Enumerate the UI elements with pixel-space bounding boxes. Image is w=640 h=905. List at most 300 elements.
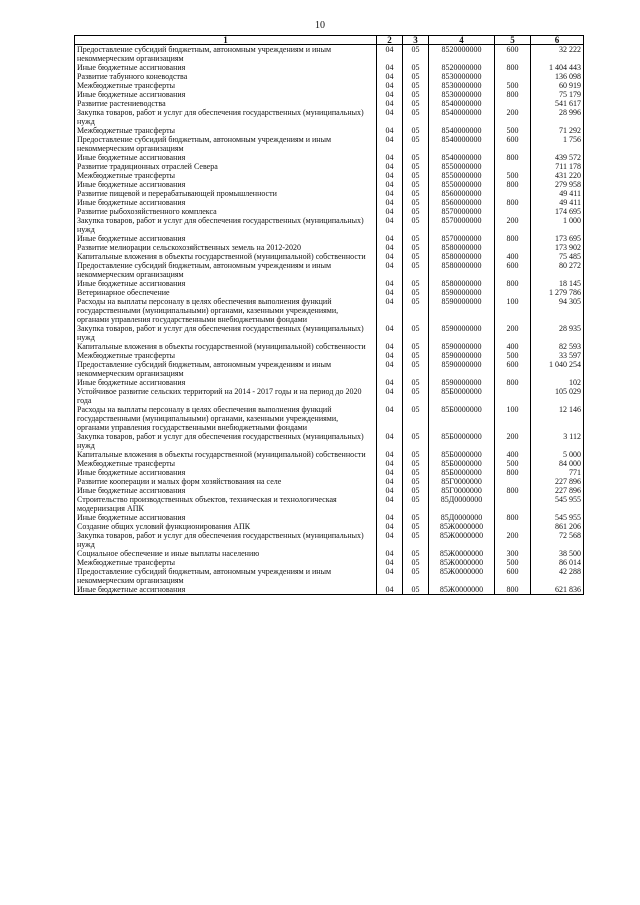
cell-section: 04 bbox=[377, 450, 403, 459]
cell-name: Закупка товаров, работ и услуг для обеспечения государственных (муниципальных) нужд bbox=[75, 108, 377, 126]
cell-name: Капитальные вложения в объекты государственной (муниципальной) собственности bbox=[75, 252, 377, 261]
cell-expense-type: 800 bbox=[495, 90, 531, 99]
cell-amount: 86 014 bbox=[531, 558, 584, 567]
table-row bbox=[75, 171, 584, 180]
header-cell-section: 2 bbox=[377, 36, 403, 45]
cell-name: Закупка товаров, работ и услуг для обеспечения государственных (муниципальных) нужд bbox=[75, 324, 377, 342]
cell-name: Иные бюджетные ассигнования bbox=[75, 153, 377, 162]
cell-subsection: 05 bbox=[403, 459, 429, 468]
cell-name: Развитие растениеводства bbox=[75, 99, 377, 108]
cell-name: Иные бюджетные ассигнования bbox=[75, 279, 377, 288]
cell-section: 04 bbox=[377, 477, 403, 486]
cell-subsection: 05 bbox=[403, 351, 429, 360]
table-row bbox=[75, 324, 584, 342]
cell-subsection: 05 bbox=[403, 234, 429, 243]
cell-target-code: 8560000000 bbox=[429, 198, 495, 207]
cell-target-code: 8540000000 bbox=[429, 135, 495, 153]
cell-section: 04 bbox=[377, 405, 403, 432]
cell-expense-type bbox=[495, 189, 531, 198]
cell-target-code: 85Б0000000 bbox=[429, 468, 495, 477]
cell-name: Закупка товаров, работ и услуг для обеспечения государственных (муниципальных) нужд bbox=[75, 432, 377, 450]
cell-name: Развитие рыбохозяйственного комплекса bbox=[75, 207, 377, 216]
cell-expense-type: 800 bbox=[495, 153, 531, 162]
cell-target-code: 8580000000 bbox=[429, 252, 495, 261]
cell-name: Создание общих условий функционирования АПК bbox=[75, 522, 377, 531]
cell-subsection: 05 bbox=[403, 216, 429, 234]
cell-name: Межбюджетные трансферты bbox=[75, 351, 377, 360]
cell-subsection: 05 bbox=[403, 450, 429, 459]
cell-target-code: 8590000000 bbox=[429, 378, 495, 387]
cell-amount: 49 411 bbox=[531, 189, 584, 198]
cell-target-code: 8550000000 bbox=[429, 162, 495, 171]
cell-subsection: 05 bbox=[403, 378, 429, 387]
cell-expense-type: 600 bbox=[495, 45, 531, 64]
budget-table bbox=[74, 35, 584, 595]
cell-target-code: 8570000000 bbox=[429, 216, 495, 234]
cell-amount: 42 288 bbox=[531, 567, 584, 585]
cell-target-code: 85Б0000000 bbox=[429, 432, 495, 450]
cell-target-code: 8590000000 bbox=[429, 342, 495, 351]
cell-expense-type: 400 bbox=[495, 450, 531, 459]
table-row bbox=[75, 180, 584, 189]
cell-name: Иные бюджетные ассигнования bbox=[75, 486, 377, 495]
cell-subsection: 05 bbox=[403, 252, 429, 261]
cell-subsection: 05 bbox=[403, 360, 429, 378]
cell-target-code: 85Б0000000 bbox=[429, 459, 495, 468]
cell-section: 04 bbox=[377, 261, 403, 279]
cell-amount: 621 836 bbox=[531, 585, 584, 595]
cell-section: 04 bbox=[377, 468, 403, 477]
cell-amount: 84 000 bbox=[531, 459, 584, 468]
cell-expense-type bbox=[495, 522, 531, 531]
cell-name: Иные бюджетные ассигнования bbox=[75, 468, 377, 477]
cell-expense-type bbox=[495, 288, 531, 297]
cell-subsection: 05 bbox=[403, 198, 429, 207]
table-row bbox=[75, 198, 584, 207]
cell-amount: 1 000 bbox=[531, 216, 584, 234]
table-row bbox=[75, 216, 584, 234]
cell-subsection: 05 bbox=[403, 81, 429, 90]
header-cell-name: 1 bbox=[75, 36, 377, 45]
cell-target-code: 85Г0000000 bbox=[429, 477, 495, 486]
cell-target-code: 8540000000 bbox=[429, 126, 495, 135]
header-cell-expense-type: 5 bbox=[495, 36, 531, 45]
cell-target-code: 8540000000 bbox=[429, 99, 495, 108]
cell-amount: 431 220 bbox=[531, 171, 584, 180]
cell-subsection: 05 bbox=[403, 513, 429, 522]
cell-amount: 71 292 bbox=[531, 126, 584, 135]
cell-name: Устойчивое развитие сельских территорий на 2014 - 2017 годы и на период до 2020 года bbox=[75, 387, 377, 405]
cell-subsection: 05 bbox=[403, 63, 429, 72]
cell-subsection: 05 bbox=[403, 99, 429, 108]
cell-target-code: 85Ж0000000 bbox=[429, 531, 495, 549]
cell-name: Межбюджетные трансферты bbox=[75, 126, 377, 135]
cell-name: Развитие кооперации и малых форм хозяйствования на селе bbox=[75, 477, 377, 486]
cell-subsection: 05 bbox=[403, 405, 429, 432]
cell-amount: 545 955 bbox=[531, 495, 584, 513]
header-row bbox=[75, 36, 584, 45]
cell-subsection: 05 bbox=[403, 522, 429, 531]
table-row bbox=[75, 99, 584, 108]
cell-name: Иные бюджетные ассигнования bbox=[75, 234, 377, 243]
cell-section: 04 bbox=[377, 198, 403, 207]
cell-expense-type: 200 bbox=[495, 216, 531, 234]
cell-subsection: 05 bbox=[403, 297, 429, 324]
cell-expense-type bbox=[495, 207, 531, 216]
table-row bbox=[75, 522, 584, 531]
cell-section: 04 bbox=[377, 486, 403, 495]
cell-expense-type: 500 bbox=[495, 558, 531, 567]
cell-name: Межбюджетные трансферты bbox=[75, 459, 377, 468]
cell-amount: 82 593 bbox=[531, 342, 584, 351]
table-row bbox=[75, 342, 584, 351]
cell-expense-type bbox=[495, 99, 531, 108]
table-row bbox=[75, 567, 584, 585]
table-row bbox=[75, 513, 584, 522]
cell-section: 04 bbox=[377, 495, 403, 513]
table-row bbox=[75, 558, 584, 567]
cell-section: 04 bbox=[377, 513, 403, 522]
cell-expense-type: 400 bbox=[495, 252, 531, 261]
table-row bbox=[75, 45, 584, 64]
table-row bbox=[75, 261, 584, 279]
table-row bbox=[75, 153, 584, 162]
table-row bbox=[75, 549, 584, 558]
cell-subsection: 05 bbox=[403, 162, 429, 171]
table-row bbox=[75, 243, 584, 252]
cell-expense-type: 800 bbox=[495, 279, 531, 288]
cell-section: 04 bbox=[377, 99, 403, 108]
cell-expense-type: 500 bbox=[495, 81, 531, 90]
cell-name: Капитальные вложения в объекты государственной (муниципальной) собственности bbox=[75, 450, 377, 459]
cell-name: Иные бюджетные ассигнования bbox=[75, 90, 377, 99]
cell-section: 04 bbox=[377, 45, 403, 64]
cell-name: Межбюджетные трансферты bbox=[75, 558, 377, 567]
cell-section: 04 bbox=[377, 216, 403, 234]
cell-subsection: 05 bbox=[403, 126, 429, 135]
cell-section: 04 bbox=[377, 81, 403, 90]
cell-expense-type: 500 bbox=[495, 126, 531, 135]
cell-name: Расходы на выплаты персоналу в целях обеспечения выполнения функций государственными (муниципальными) органами, казенными учреждениями, органами управления государственными внебюджетными фондами bbox=[75, 297, 377, 324]
cell-section: 04 bbox=[377, 297, 403, 324]
cell-expense-type: 200 bbox=[495, 531, 531, 549]
cell-section: 04 bbox=[377, 342, 403, 351]
cell-section: 04 bbox=[377, 162, 403, 171]
cell-name: Предоставление субсидий бюджетным, автономным учреждениям и иным некоммерческим организациям bbox=[75, 360, 377, 378]
cell-amount: 60 919 bbox=[531, 81, 584, 90]
cell-amount: 94 305 bbox=[531, 297, 584, 324]
cell-amount: 72 568 bbox=[531, 531, 584, 549]
cell-amount: 28 996 bbox=[531, 108, 584, 126]
table-row bbox=[75, 63, 584, 72]
cell-section: 04 bbox=[377, 324, 403, 342]
cell-amount: 1 279 786 bbox=[531, 288, 584, 297]
cell-amount: 771 bbox=[531, 468, 584, 477]
cell-target-code: 85Б0000000 bbox=[429, 450, 495, 459]
cell-subsection: 05 bbox=[403, 207, 429, 216]
cell-section: 04 bbox=[377, 90, 403, 99]
cell-amount: 439 572 bbox=[531, 153, 584, 162]
cell-target-code: 8590000000 bbox=[429, 324, 495, 342]
cell-name: Предоставление субсидий бюджетным, автономным учреждениям и иным некоммерческим организациям bbox=[75, 261, 377, 279]
cell-section: 04 bbox=[377, 567, 403, 585]
cell-amount: 28 935 bbox=[531, 324, 584, 342]
cell-subsection: 05 bbox=[403, 432, 429, 450]
cell-amount: 173 695 bbox=[531, 234, 584, 243]
cell-section: 04 bbox=[377, 72, 403, 81]
table-row bbox=[75, 432, 584, 450]
cell-subsection: 05 bbox=[403, 261, 429, 279]
cell-expense-type: 600 bbox=[495, 261, 531, 279]
cell-target-code: 8520000000 bbox=[429, 45, 495, 64]
cell-amount: 75 179 bbox=[531, 90, 584, 99]
cell-target-code: 8590000000 bbox=[429, 360, 495, 378]
table-row bbox=[75, 126, 584, 135]
cell-amount: 12 146 bbox=[531, 405, 584, 432]
cell-expense-type: 200 bbox=[495, 324, 531, 342]
cell-section: 04 bbox=[377, 243, 403, 252]
cell-subsection: 05 bbox=[403, 342, 429, 351]
cell-section: 04 bbox=[377, 522, 403, 531]
cell-expense-type: 800 bbox=[495, 198, 531, 207]
cell-amount: 174 695 bbox=[531, 207, 584, 216]
cell-target-code: 8550000000 bbox=[429, 180, 495, 189]
cell-name: Иные бюджетные ассигнования bbox=[75, 180, 377, 189]
cell-subsection: 05 bbox=[403, 585, 429, 595]
cell-subsection: 05 bbox=[403, 171, 429, 180]
cell-amount: 49 411 bbox=[531, 198, 584, 207]
cell-section: 04 bbox=[377, 180, 403, 189]
cell-expense-type: 800 bbox=[495, 585, 531, 595]
table-row bbox=[75, 288, 584, 297]
cell-expense-type: 800 bbox=[495, 486, 531, 495]
cell-section: 04 bbox=[377, 288, 403, 297]
cell-target-code: 8590000000 bbox=[429, 297, 495, 324]
cell-target-code: 8590000000 bbox=[429, 288, 495, 297]
cell-section: 04 bbox=[377, 378, 403, 387]
cell-target-code: 85Ж0000000 bbox=[429, 585, 495, 595]
cell-expense-type: 800 bbox=[495, 63, 531, 72]
cell-name: Межбюджетные трансферты bbox=[75, 81, 377, 90]
table-row bbox=[75, 585, 584, 595]
cell-target-code: 85Ж0000000 bbox=[429, 522, 495, 531]
cell-name: Ветеринарное обеспечение bbox=[75, 288, 377, 297]
cell-name: Расходы на выплаты персоналу в целях обеспечения выполнения функций государственными (муниципальными) органами, казенными учреждениями, органами управления государственными внебюджетными фондами bbox=[75, 405, 377, 432]
cell-expense-type: 800 bbox=[495, 180, 531, 189]
cell-target-code: 85Д0000000 bbox=[429, 513, 495, 522]
cell-amount: 102 bbox=[531, 378, 584, 387]
cell-amount: 545 955 bbox=[531, 513, 584, 522]
cell-amount: 279 958 bbox=[531, 180, 584, 189]
cell-subsection: 05 bbox=[403, 558, 429, 567]
cell-subsection: 05 bbox=[403, 468, 429, 477]
cell-amount: 18 145 bbox=[531, 279, 584, 288]
table-row bbox=[75, 72, 584, 81]
cell-target-code: 8570000000 bbox=[429, 234, 495, 243]
cell-target-code: 85Б0000000 bbox=[429, 405, 495, 432]
table-row bbox=[75, 486, 584, 495]
cell-name: Развитие традиционных отраслей Севера bbox=[75, 162, 377, 171]
table-row bbox=[75, 459, 584, 468]
cell-target-code: 8520000000 bbox=[429, 63, 495, 72]
table-row bbox=[75, 351, 584, 360]
cell-subsection: 05 bbox=[403, 45, 429, 64]
cell-expense-type bbox=[495, 243, 531, 252]
cell-name: Предоставление субсидий бюджетным, автономным учреждениям и иным некоммерческим организациям bbox=[75, 135, 377, 153]
table-row bbox=[75, 387, 584, 405]
cell-section: 04 bbox=[377, 171, 403, 180]
cell-section: 04 bbox=[377, 558, 403, 567]
table-row bbox=[75, 279, 584, 288]
cell-expense-type bbox=[495, 495, 531, 513]
cell-subsection: 05 bbox=[403, 279, 429, 288]
cell-subsection: 05 bbox=[403, 189, 429, 198]
cell-subsection: 05 bbox=[403, 90, 429, 99]
table-row bbox=[75, 81, 584, 90]
cell-subsection: 05 bbox=[403, 531, 429, 549]
cell-name: Межбюджетные трансферты bbox=[75, 171, 377, 180]
cell-amount: 38 500 bbox=[531, 549, 584, 558]
cell-section: 04 bbox=[377, 360, 403, 378]
table-row bbox=[75, 135, 584, 153]
cell-expense-type bbox=[495, 477, 531, 486]
table-row bbox=[75, 450, 584, 459]
cell-amount: 1 040 254 bbox=[531, 360, 584, 378]
cell-name: Иные бюджетные ассигнования bbox=[75, 378, 377, 387]
cell-target-code: 8550000000 bbox=[429, 171, 495, 180]
table-row bbox=[75, 495, 584, 513]
cell-section: 04 bbox=[377, 459, 403, 468]
table-row bbox=[75, 108, 584, 126]
cell-name: Строительство производственных объектов, техническая и технологическая модернизация АПК bbox=[75, 495, 377, 513]
cell-expense-type: 800 bbox=[495, 378, 531, 387]
table-row bbox=[75, 162, 584, 171]
cell-target-code: 8590000000 bbox=[429, 351, 495, 360]
table-row bbox=[75, 360, 584, 378]
cell-target-code: 8580000000 bbox=[429, 261, 495, 279]
cell-section: 04 bbox=[377, 153, 403, 162]
cell-subsection: 05 bbox=[403, 567, 429, 585]
cell-amount: 1 404 443 bbox=[531, 63, 584, 72]
cell-expense-type: 100 bbox=[495, 297, 531, 324]
cell-section: 04 bbox=[377, 432, 403, 450]
cell-section: 04 bbox=[377, 135, 403, 153]
table-row bbox=[75, 468, 584, 477]
header-cell-amount: 6 bbox=[531, 36, 584, 45]
cell-amount: 75 485 bbox=[531, 252, 584, 261]
cell-target-code: 8530000000 bbox=[429, 81, 495, 90]
cell-amount: 3 112 bbox=[531, 432, 584, 450]
cell-subsection: 05 bbox=[403, 477, 429, 486]
table-row bbox=[75, 252, 584, 261]
table-row bbox=[75, 189, 584, 198]
cell-subsection: 05 bbox=[403, 495, 429, 513]
cell-amount: 861 206 bbox=[531, 522, 584, 531]
cell-section: 04 bbox=[377, 207, 403, 216]
cell-section: 04 bbox=[377, 126, 403, 135]
cell-name: Закупка товаров, работ и услуг для обеспечения государственных (муниципальных) нужд bbox=[75, 216, 377, 234]
cell-section: 04 bbox=[377, 351, 403, 360]
cell-subsection: 05 bbox=[403, 549, 429, 558]
cell-expense-type: 600 bbox=[495, 567, 531, 585]
cell-name: Иные бюджетные ассигнования bbox=[75, 63, 377, 72]
cell-expense-type: 600 bbox=[495, 135, 531, 153]
cell-amount: 32 222 bbox=[531, 45, 584, 64]
cell-section: 04 bbox=[377, 531, 403, 549]
cell-target-code: 8530000000 bbox=[429, 90, 495, 99]
table-row bbox=[75, 207, 584, 216]
cell-section: 04 bbox=[377, 234, 403, 243]
cell-section: 04 bbox=[377, 108, 403, 126]
table-row bbox=[75, 477, 584, 486]
cell-subsection: 05 bbox=[403, 243, 429, 252]
cell-subsection: 05 bbox=[403, 180, 429, 189]
cell-target-code: 8540000000 bbox=[429, 153, 495, 162]
cell-target-code: 85Ж0000000 bbox=[429, 549, 495, 558]
cell-amount: 105 029 bbox=[531, 387, 584, 405]
cell-subsection: 05 bbox=[403, 135, 429, 153]
cell-section: 04 bbox=[377, 252, 403, 261]
cell-target-code: 8540000000 bbox=[429, 108, 495, 126]
table-row bbox=[75, 405, 584, 432]
cell-subsection: 05 bbox=[403, 288, 429, 297]
cell-amount: 5 000 bbox=[531, 450, 584, 459]
cell-subsection: 05 bbox=[403, 72, 429, 81]
cell-expense-type: 300 bbox=[495, 549, 531, 558]
cell-expense-type: 200 bbox=[495, 108, 531, 126]
cell-name: Иные бюджетные ассигнования bbox=[75, 198, 377, 207]
cell-expense-type: 600 bbox=[495, 360, 531, 378]
cell-name: Иные бюджетные ассигнования bbox=[75, 513, 377, 522]
table-row bbox=[75, 531, 584, 549]
cell-target-code: 85Ж0000000 bbox=[429, 558, 495, 567]
cell-subsection: 05 bbox=[403, 486, 429, 495]
page-number: 10 bbox=[315, 20, 325, 31]
cell-name: Капитальные вложения в объекты государственной (муниципальной) собственности bbox=[75, 342, 377, 351]
cell-subsection: 05 bbox=[403, 108, 429, 126]
cell-target-code: 8560000000 bbox=[429, 189, 495, 198]
cell-target-code: 85Ж0000000 bbox=[429, 567, 495, 585]
cell-target-code: 85Г0000000 bbox=[429, 486, 495, 495]
cell-amount: 33 597 bbox=[531, 351, 584, 360]
cell-expense-type bbox=[495, 72, 531, 81]
cell-target-code: 8570000000 bbox=[429, 207, 495, 216]
cell-target-code: 8580000000 bbox=[429, 279, 495, 288]
cell-name: Предоставление субсидий бюджетным, автономным учреждениям и иным некоммерческим организациям bbox=[75, 567, 377, 585]
header-cell-subsection: 3 bbox=[403, 36, 429, 45]
table-row bbox=[75, 297, 584, 324]
cell-section: 04 bbox=[377, 189, 403, 198]
cell-expense-type bbox=[495, 387, 531, 405]
cell-target-code: 85Б0000000 bbox=[429, 387, 495, 405]
cell-expense-type: 200 bbox=[495, 432, 531, 450]
cell-name: Предоставление субсидий бюджетным, автономным учреждениям и иным некоммерческим организациям bbox=[75, 45, 377, 64]
cell-section: 04 bbox=[377, 279, 403, 288]
header-cell-target-code: 4 bbox=[429, 36, 495, 45]
cell-expense-type: 100 bbox=[495, 405, 531, 432]
cell-section: 04 bbox=[377, 387, 403, 405]
cell-name: Развитие пищевой и перерабатывающей промышленности bbox=[75, 189, 377, 198]
cell-amount: 80 272 bbox=[531, 261, 584, 279]
cell-expense-type: 800 bbox=[495, 513, 531, 522]
cell-subsection: 05 bbox=[403, 387, 429, 405]
cell-amount: 1 756 bbox=[531, 135, 584, 153]
cell-expense-type bbox=[495, 162, 531, 171]
cell-expense-type: 400 bbox=[495, 342, 531, 351]
cell-expense-type: 500 bbox=[495, 171, 531, 180]
table-row bbox=[75, 378, 584, 387]
cell-target-code: 85Д0000000 bbox=[429, 495, 495, 513]
